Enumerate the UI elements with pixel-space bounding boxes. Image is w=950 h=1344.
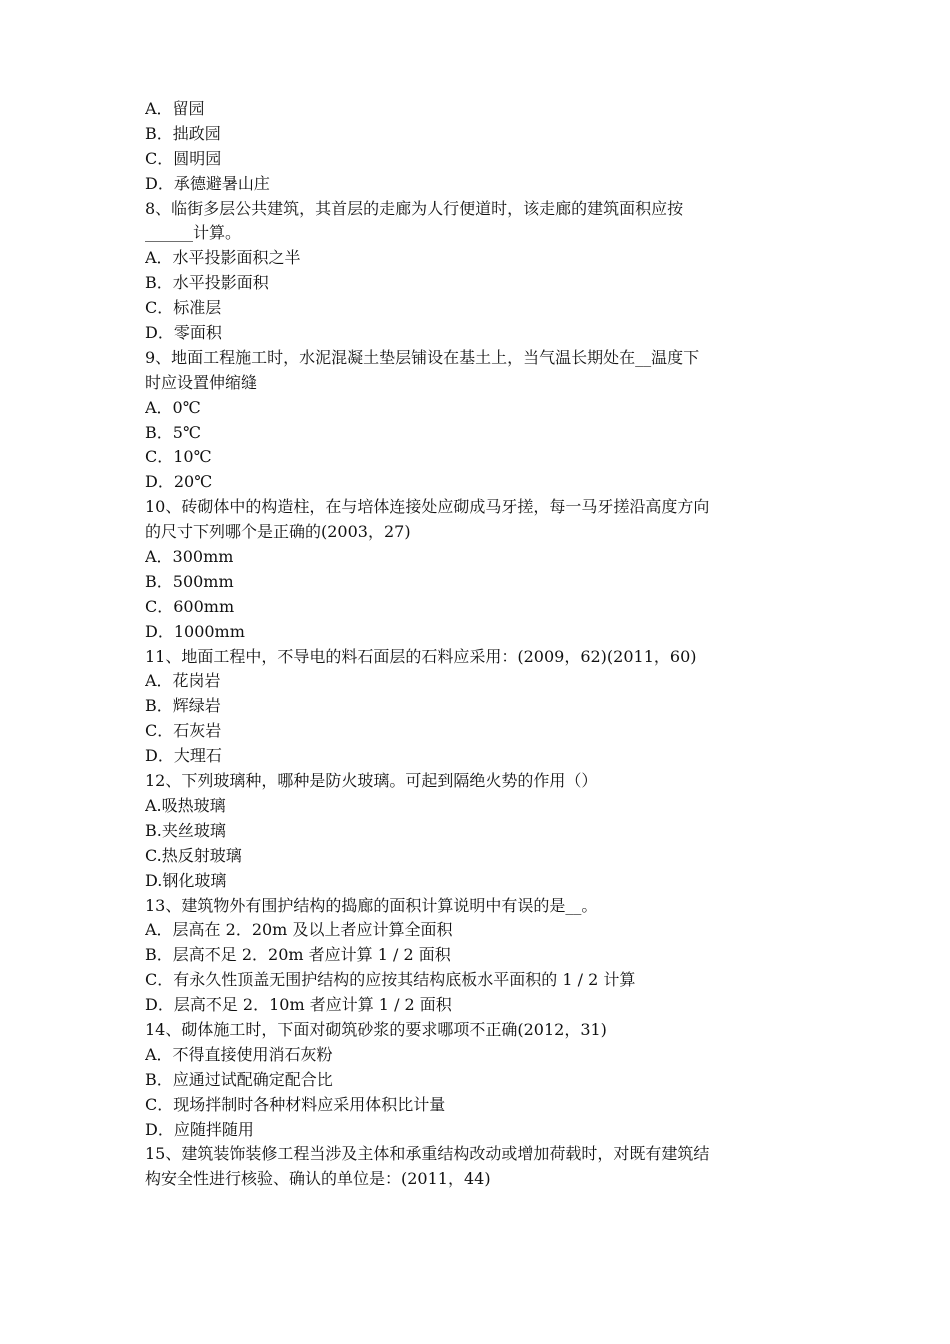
answer-option: C．现场拌制时各种材料应采用体积比计量 (145, 1094, 446, 1114)
answer-option: B．拙政园 (145, 123, 221, 143)
answer-option: A．花岗岩 (145, 671, 221, 691)
answer-option: D.钢化玻璃 (145, 870, 227, 890)
answer-option: D．大理石 (145, 746, 222, 766)
answer-option: D．承德避暑山庄 (145, 173, 270, 193)
question-block (145, 1018, 810, 1142)
answer-option: C.热反射玻璃 (145, 845, 242, 865)
answer-option: A．留园 (145, 99, 205, 118)
answer-option: D．应随拌随用 (145, 1119, 254, 1139)
question-text-line: 8、临街多层公共建筑，其首层的走廊为人行便道时，该走廊的建筑面积应按 (145, 198, 684, 218)
question-text-line: 10、砖砌体中的构造柱，在与培体连接处应砌成马牙搓，每一马牙搓沿高度方向 (145, 497, 710, 517)
answer-option: A．层高在 2．20m 及以上者应计算全面积 (145, 920, 453, 940)
question-text-line: 15、建筑装饰装修工程当涉及主体和承重结构改动或增加荷载时，对既有建筑结 (145, 1144, 710, 1164)
answer-option: B．层高不足 2．20m 者应计算 1 / 2 面积 (145, 945, 451, 965)
question-text-line: 时应设置伸缩缝 (145, 372, 258, 392)
question-text-line: 13、建筑物外有围护结构的捣廊的面积计算说明中有误的是__。 (145, 895, 598, 915)
question-list (145, 97, 810, 1192)
question-block (145, 97, 810, 197)
question-block (145, 495, 810, 644)
answer-option: A．水平投影面积之半 (145, 248, 301, 268)
question-text-line: ______计算。 (145, 223, 242, 243)
question-block (145, 769, 810, 893)
answer-option: C．600mm (145, 596, 235, 616)
answer-option: B．辉绿岩 (145, 696, 221, 716)
answer-option: A．0℃ (145, 397, 201, 417)
question-block (145, 645, 810, 769)
answer-option: C．圆明园 (145, 148, 222, 168)
question-text-line: 11、地面工程中，不导电的料石面层的石料应采用：(2009，62)(2011，60) (145, 646, 697, 666)
answer-option: C．有永久性顶盖无围护结构的应按其结构底板水平面积的 1 / 2 计算 (145, 970, 636, 990)
answer-option: D．零面积 (145, 323, 222, 343)
answer-option: D．1000mm (145, 621, 245, 641)
answer-option: D．层高不足 2．10m 者应计算 1 / 2 面积 (145, 995, 452, 1015)
answer-option: C．标准层 (145, 298, 222, 318)
answer-option: C．10℃ (145, 447, 212, 467)
answer-option: B．应通过试配确定配合比 (145, 1069, 333, 1089)
question-block (145, 346, 810, 495)
answer-option: A．不得直接使用消石灰粉 (145, 1044, 333, 1064)
question-text-line: 12、下列玻璃种，哪种是防火玻璃。可起到隔绝火势的作用（） (145, 771, 598, 791)
answer-option: C．石灰岩 (145, 721, 222, 741)
question-block (145, 894, 810, 1018)
answer-option: A.吸热玻璃 (145, 795, 226, 815)
answer-option: B．500mm (145, 571, 234, 591)
question-text-line: 14、砌体施工时，下面对砌筑砂浆的要求哪项不正确(2012，31) (145, 1019, 607, 1039)
answer-option: D．20℃ (145, 472, 213, 492)
question-block (145, 197, 810, 346)
question-text-line: 9、地面工程施工时，水泥混凝土垫层铺设在基土上，当气温长期处在__温度下 (145, 347, 700, 367)
question-text-line: 的尺寸下列哪个是正确的(2003，27) (145, 522, 411, 542)
answer-option: B.夹丝玻璃 (145, 820, 226, 840)
answer-option: B．5℃ (145, 422, 201, 442)
answer-option: B．水平投影面积 (145, 273, 269, 293)
question-text-line: 构安全性进行核验、确认的单位是：(2011，44) (145, 1169, 491, 1189)
answer-option: A．300mm (145, 547, 234, 567)
question-block (145, 1142, 810, 1192)
